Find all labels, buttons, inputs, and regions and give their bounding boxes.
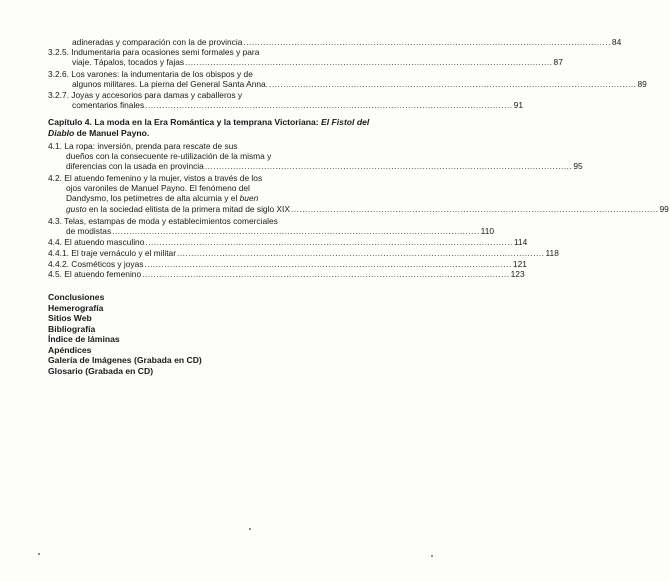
back-matter-hemerografia: Hemerografía (48, 303, 104, 313)
toc-entry-3-2-7: 3.2.7. Joyas y accesorios para damas y caballeros y (48, 90, 243, 100)
back-matter-galeria: Galería de Imágenes (Grabada en CD) (48, 355, 202, 365)
leader-dots: .................................................................................................................................. (185, 57, 553, 67)
back-matter-apendices: Apéndices (48, 345, 92, 355)
toc-entry-text: 4.4.1. El traje vernáculo y el militar (48, 248, 177, 258)
back-matter-sitios-web: Sitios Web (48, 313, 92, 323)
leader-dots: .................................................................................................................................. (269, 79, 637, 89)
toc-entry-4-1: 4.1. La ropa: inversión, prenda para rescate de sus (48, 141, 238, 151)
toc-entry-3-2-4-line (72, 37, 622, 47)
leader-dots: .................................................................................................................................. (144, 259, 512, 269)
toc-entry-text: 4.5. El atuendo femenino (48, 269, 142, 279)
toc-page-number: 118 (545, 248, 559, 258)
toc-entry-text: 4.4. El atuendo masculino (48, 237, 145, 247)
toc-entry-text: comentarios finales (72, 100, 145, 110)
toc-entry-4-2-line3 (66, 193, 258, 203)
toc-entry-4-1-line3 (66, 161, 583, 171)
toc-entry-text: algunos militares. La pierna del General Santa Anna. (72, 79, 269, 89)
toc-entry-4-2: 4.2. El atuendo femenino y la mujer, vistos a través de los (48, 173, 263, 183)
toc-page-number: 87 (553, 57, 563, 67)
toc-entry-text: adineradas y comparación con la de provincia (72, 37, 243, 47)
back-matter-bibliografia: Bibliografía (48, 324, 96, 334)
toc-entry-4-4 (48, 237, 528, 247)
toc-entry-3-2-6: 3.2.6. Los varones: la indumentaria de los obispos y de (48, 69, 253, 79)
toc-page-number: 89 (637, 79, 647, 89)
toc-page-number: 84 (611, 37, 622, 47)
leader-dots: .................................................................................................................................. (145, 237, 513, 247)
toc-entry-4-2-line4 (66, 204, 669, 214)
leader-dots: .................................................................................................................................. (177, 248, 545, 258)
toc-page-number: 99 (659, 204, 669, 214)
toc-entry-4-2-line2: ojos varoniles de Manuel Payno. El fenómeno del (66, 183, 250, 193)
toc-entry-4-4-1 (48, 248, 559, 258)
toc-entry-text: viaje. Tápalos, tocados y fajas (72, 57, 185, 67)
toc-entry-4-4-2 (48, 259, 527, 269)
toc-entry-4-3-line2 (66, 226, 495, 236)
back-matter-glosario: Glosario (Grabada en CD) (48, 366, 154, 376)
toc-page-number: 114 (513, 237, 528, 247)
chapter-4-heading (48, 117, 369, 128)
scan-speck (38, 553, 40, 555)
leader-dots: .................................................................................................................................. (290, 204, 659, 214)
toc-entry-italic-word: buen (239, 193, 259, 203)
toc-entry-text (66, 204, 290, 214)
toc-entry-3-2-5: 3.2.5. Indumentaria para ocasiones semi formales y para (48, 47, 260, 57)
chapter-4-suffix: de Manuel Payno. (74, 128, 150, 138)
back-matter-indice-laminas: Índice de láminas (48, 334, 120, 344)
toc-page-number: 91 (513, 100, 523, 110)
toc-page-number: 123 (510, 269, 525, 279)
toc-entry-text-rest: en la sociedad elitista de la primera mitad de siglo XIX (86, 204, 290, 214)
toc-page-number: 95 (573, 161, 583, 171)
chapter-4-italic-title: El Fistol del (321, 117, 370, 127)
leader-dots: .................................................................................................................................. (204, 161, 573, 171)
scan-speck (431, 555, 433, 557)
leader-dots: .................................................................................................................................. (243, 37, 611, 47)
toc-entry-3-2-5-line (72, 57, 563, 67)
chapter-4-italic-title-cont: Diablo (48, 128, 75, 138)
toc-entry-italic-word: gusto (66, 204, 87, 214)
toc-entry-4-5 (48, 269, 525, 279)
toc-entry-3-2-7-line (72, 100, 523, 110)
chapter-4-heading-line2 (48, 128, 149, 139)
leader-dots: .................................................................................................................................. (142, 269, 510, 279)
toc-entry-4-1-line2: dueños con la consecuente re-utilización de la misma y (66, 151, 272, 161)
toc-page-number: 121 (512, 259, 527, 269)
toc-entry-text: de modistas (66, 226, 112, 236)
leader-dots: .................................................................................................................................. (112, 226, 480, 236)
scan-speck (249, 528, 251, 530)
toc-entry-4-3: 4.3. Telas, estampas de moda y establecimientos comerciales (48, 216, 278, 226)
toc-entry-text: Dandysmo, los petimetres de alta alcurnia y el (66, 193, 240, 203)
toc-page-number: 110 (480, 226, 495, 236)
back-matter-conclusiones: Conclusiones (48, 292, 105, 302)
leader-dots: .................................................................................................................................. (145, 100, 513, 110)
toc-entry-3-2-6-line (72, 79, 647, 89)
chapter-4-prefix: Capítulo 4. La moda en la Era Romántica y la temprana Victoriana: (48, 117, 322, 127)
toc-entry-text: 4.4.2. Cosméticos y joyas (48, 259, 144, 269)
toc-entry-text: diferencias con la usada en provincia (66, 161, 204, 171)
